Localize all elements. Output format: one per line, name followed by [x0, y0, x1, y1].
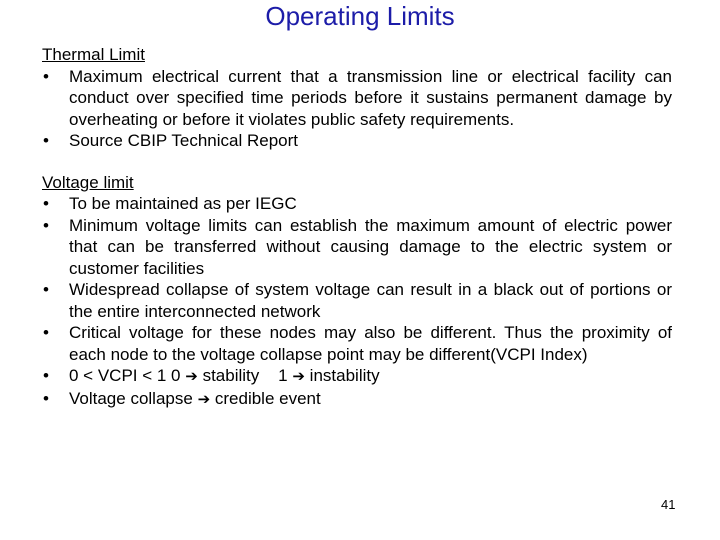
- voltage-limit-list: [42, 193, 672, 410]
- bullet-text: Critical voltage for these nodes may also be different. Thus the proximity of each node to the voltage collapse point may be different(VCPI Index): [69, 323, 672, 364]
- bullet-icon: •: [43, 66, 49, 86]
- bullet-icon: •: [43, 366, 49, 385]
- voltage-limit-heading: Voltage limit: [42, 172, 134, 192]
- bullet-text: To be maintained as per IEGC: [69, 194, 297, 213]
- bullet-icon: •: [43, 215, 49, 235]
- arrow-right-icon: ➔: [185, 367, 198, 385]
- list-item: [42, 130, 672, 152]
- thermal-limit-heading: Thermal Limit: [42, 45, 145, 64]
- bullet-icon: •: [43, 280, 49, 299]
- bullet-text: Widespread collapse of system voltage can result in a black out of portions or the entire interconnected network: [69, 280, 672, 321]
- list-item: [42, 193, 672, 215]
- bullet-text: Maximum electrical current that a transmission line or electrical facility can conduct over specified time periods before it sustains permanent damage by overheating or before it violates public safety requirements.: [69, 66, 672, 129]
- bullet-icon: •: [43, 388, 49, 408]
- vcpi-range-text: 0 < VCPI < 1 0: [69, 366, 181, 385]
- list-item: [42, 279, 672, 322]
- bullet-icon: •: [43, 194, 49, 213]
- list-item: [42, 365, 672, 388]
- section-spacer: [42, 152, 672, 172]
- arrow-right-icon: ➔: [292, 367, 305, 385]
- list-item: [42, 322, 672, 365]
- bullet-text: Minimum voltage limits can establish the maximum amount of electric power that can be transferred without causing damage to the electric system or customer facilities: [69, 215, 672, 278]
- vcpi-one-text: 1: [278, 366, 288, 385]
- slide-title: Operating Limits: [265, 1, 455, 31]
- thermal-limit-list: [42, 66, 672, 152]
- stability-text: stability: [202, 366, 260, 385]
- list-item: [42, 66, 672, 131]
- arrow-right-icon: ➔: [197, 389, 211, 408]
- list-item: [42, 215, 672, 280]
- bullet-text: Source CBIP Technical Report: [69, 131, 298, 150]
- credible-event-text: credible event: [214, 388, 321, 408]
- bullet-icon: •: [43, 323, 49, 342]
- page-number: 41: [661, 497, 676, 512]
- instability-text: instability: [309, 366, 380, 385]
- voltage-collapse-text: Voltage collapse: [69, 388, 193, 408]
- bullet-icon: •: [43, 131, 49, 150]
- list-item: [42, 388, 672, 411]
- slide-content: [42, 44, 672, 410]
